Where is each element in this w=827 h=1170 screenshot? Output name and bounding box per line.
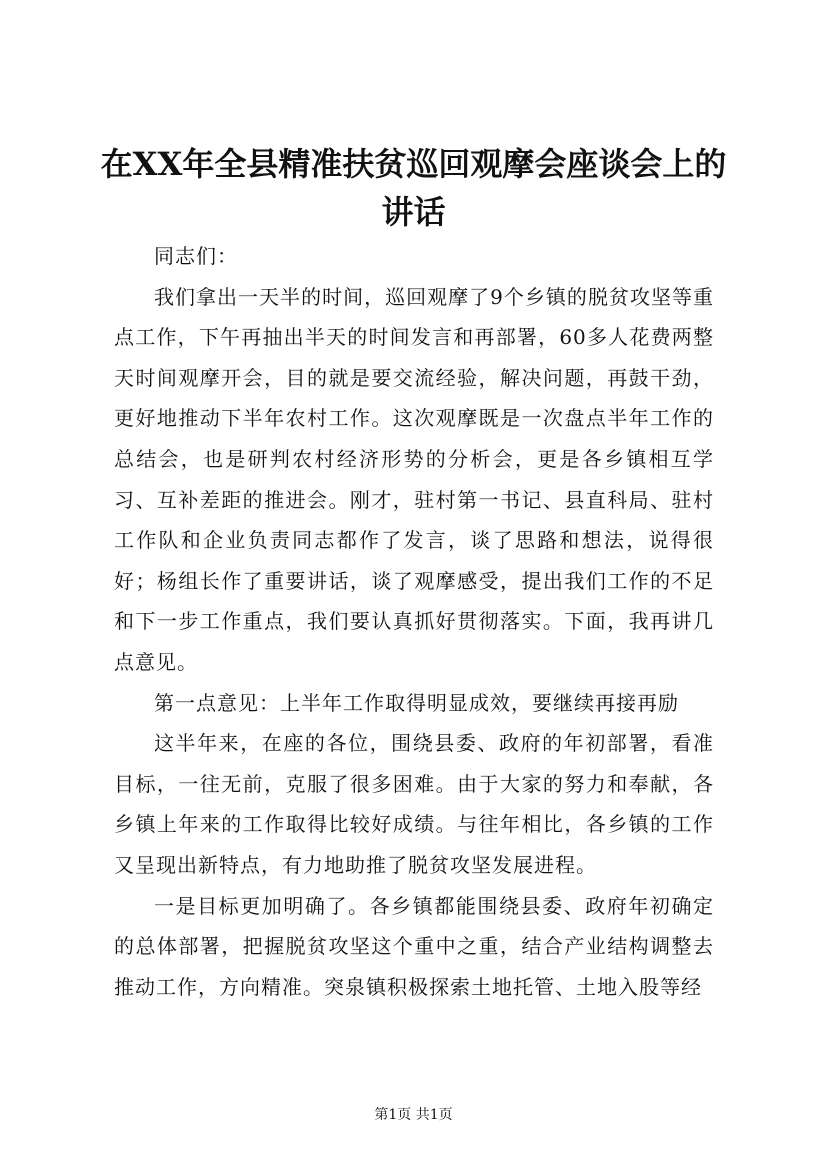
page-footer: 第1页 共1页	[374, 1107, 453, 1123]
intro-paragraph: 我们拿出一天半的时间，巡回观摩了9个乡镇的脱贫攻坚等重点工作，下午再抽出半天的时间发言和再部署，60多人花费两整天时间观摩开会，目的就是要交流经验，解决问题，再鼓干劲，更好地推动下半年农村工作。这次观摩既是一次盘点半年工作的总结会，也是研判农村经济形势的分析会，更是各乡镇相互学习、互补差距的推进会。刚才，驻村第一书记、县直科局、驻村工作队和企业负责同志都作了发言，谈了思路和想法，说得很好；杨组长作了重要讲话，谈了观摩感受，提出我们工作的不足和下一步工作重点，我们要认真抓好贯彻落实。下面，我再讲几点意见。	[114, 284, 714, 674]
document-body	[114, 236, 714, 1007]
document-title: 在XX年全县精准扶贫巡回观摩会座谈会上的讲话	[100, 145, 727, 231]
salutation-paragraph: 同志们：	[154, 244, 238, 268]
achievements-paragraph: 这半年来，在座的各位，围绕县委、政府的年初部署，看准目标，一往无前，克服了很多困难。由于大家的努力和奉献，各乡镇上年来的工作取得比较好成绩。与往年相比，各乡镇的工作又呈现出新特点，有力地助推了脱贫攻坚发展进程。	[114, 731, 714, 877]
section-heading-paragraph: 第一点意见：上半年工作取得明显成效，要继续再接再励	[154, 690, 679, 715]
first-point-paragraph: 一是目标更加明确了。各乡镇都能围绕县委、政府年初确定的总体部署，把握脱贫攻坚这个重中之重，结合产业结构调整去推动工作，方向精准。突泉镇积极探索土地托管、土地入股等经	[114, 893, 714, 999]
